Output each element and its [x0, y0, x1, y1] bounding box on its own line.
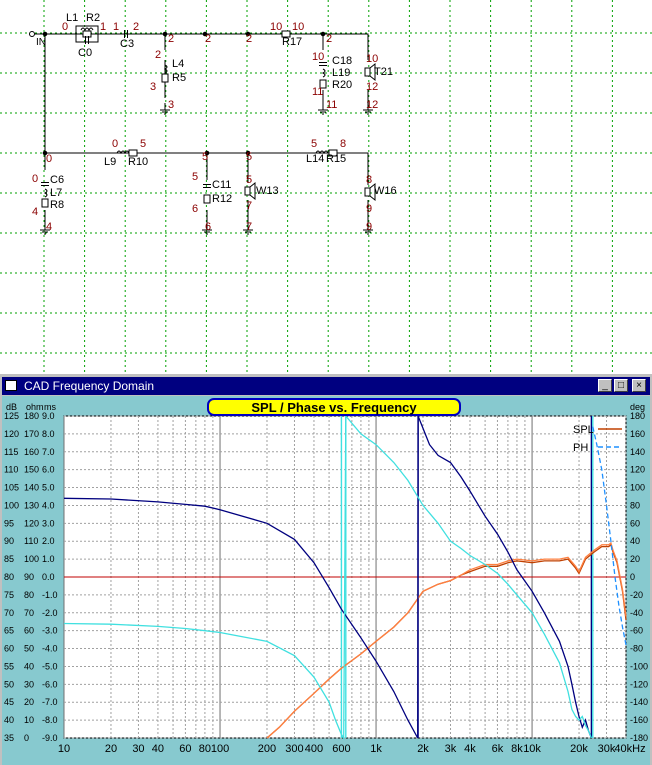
node-label: 2 — [246, 33, 253, 45]
r5-resistor — [162, 74, 168, 82]
component-label: L7 — [50, 187, 63, 199]
r8-resistor — [42, 199, 48, 207]
axis-header: ms — [44, 402, 56, 412]
node-label: 7 — [246, 200, 253, 212]
cad-frequency-window — [0, 374, 652, 765]
c6-capacitor — [41, 183, 49, 186]
db-tick-label: 105 — [4, 482, 20, 493]
schematic-canvas[interactable] — [0, 0, 652, 372]
ms-tick-label: 9.0 — [42, 411, 55, 421]
x-tick-label: 20 — [104, 743, 118, 755]
x-tick-label: 1k — [370, 743, 382, 755]
component-label: R12 — [212, 193, 233, 205]
deg-tick-label: 120 — [630, 464, 646, 475]
ms-tick-label: 4.0 — [42, 500, 55, 511]
node-label: 10 — [312, 51, 325, 63]
ohm-tick-label: 180 — [24, 411, 40, 421]
app-icon — [5, 380, 17, 391]
deg-tick-label: 0 — [630, 572, 636, 582]
node-label: 10 — [366, 53, 379, 65]
component-label: C0 — [78, 47, 93, 59]
axis-header: ohm — [26, 402, 44, 412]
component-label: R20 — [332, 79, 353, 91]
node-label: 2 — [168, 33, 175, 45]
ms-tick-label: 5.0 — [42, 482, 55, 493]
db-tick-label: 115 — [4, 446, 19, 457]
ohm-tick-label: 170 — [24, 428, 40, 439]
ms-tick-label: -9.0 — [42, 733, 58, 743]
axis-header: deg — [630, 402, 646, 412]
ms-tick-label: -7.0 — [42, 697, 58, 708]
node-label: 2 — [133, 21, 140, 33]
ms-tick-label: -2.0 — [42, 607, 58, 618]
ohm-tick-label: 150 — [24, 464, 40, 475]
component-label: L19 — [332, 67, 351, 79]
component-label: C3 — [120, 38, 135, 50]
node-label: 2 — [205, 33, 212, 45]
node-label: 0 — [46, 153, 53, 165]
deg-tick-label: -40 — [630, 607, 644, 618]
window-titlebar[interactable] — [2, 377, 650, 395]
l1-inductor — [81, 28, 93, 30]
node-label: 3 — [150, 81, 157, 93]
x-tick-label: 8k — [511, 743, 523, 755]
deg-tick-label: 60 — [630, 518, 641, 529]
x-tick-label: 200 — [257, 743, 277, 755]
schematic-grid — [0, 0, 652, 372]
deg-tick-label: 80 — [630, 500, 641, 511]
ohm-tick-label: 60 — [24, 625, 35, 636]
c11-capacitor — [203, 185, 211, 188]
db-tick-label: 50 — [4, 679, 15, 690]
deg-tick-label: -60 — [630, 625, 644, 636]
legend-label: SPL — [573, 424, 594, 436]
schematic-labels — [32, 12, 397, 233]
db-tick-label: 125 — [4, 411, 20, 421]
x-tick-label: 2k — [417, 743, 429, 755]
input-terminal — [30, 32, 35, 37]
ohm-tick-label: 140 — [24, 482, 40, 493]
l19-inductor — [323, 69, 325, 77]
ms-tick-label: 3.0 — [42, 518, 55, 529]
node-label: 5 — [140, 138, 147, 150]
deg-tick-label: -100 — [630, 661, 649, 672]
ohm-tick-label: 130 — [24, 500, 40, 511]
legend-label: PH — [573, 442, 589, 454]
ohm-tick-label: 30 — [24, 679, 35, 690]
ms-tick-label: -3.0 — [42, 625, 58, 636]
component-label: R17 — [282, 36, 303, 48]
maximize-button[interactable]: □ — [614, 379, 628, 392]
component-label: R5 — [172, 72, 187, 84]
db-tick-label: 45 — [4, 697, 15, 708]
deg-tick-label: -160 — [630, 715, 649, 726]
spl-phase-chart[interactable] — [2, 396, 650, 765]
r12-resistor — [204, 195, 210, 203]
component-label: W13 — [256, 185, 279, 197]
chart-title: SPL / Phase vs. Frequency — [207, 398, 461, 416]
ohm-tick-label: 20 — [24, 697, 35, 708]
x-tick-label: 40 — [151, 743, 165, 755]
ms-tick-label: 0.0 — [42, 572, 55, 582]
db-tick-label: 40 — [4, 715, 15, 726]
db-tick-label: 100 — [4, 500, 20, 511]
component-label: R10 — [128, 156, 149, 168]
node-label: 0 — [62, 21, 69, 33]
node-label: 5 — [246, 151, 253, 163]
db-tick-label: 90 — [4, 536, 15, 547]
db-tick-label: 60 — [4, 643, 15, 654]
node-label: 9 — [366, 221, 373, 233]
db-tick-label: 85 — [4, 554, 15, 565]
node-label: 1 — [113, 21, 120, 33]
db-tick-label: 35 — [4, 733, 15, 743]
node-label: 10 — [270, 21, 283, 33]
minimize-button[interactable]: _ — [598, 379, 612, 392]
db-tick-label: 120 — [4, 428, 20, 439]
x-tick-label: 4k — [464, 743, 476, 755]
db-tick-label: 80 — [4, 572, 15, 582]
x-tick-label: 10k — [523, 743, 541, 755]
ms-tick-label: 1.0 — [42, 554, 55, 565]
junction-dot — [321, 32, 325, 36]
node-label: 6 — [192, 203, 199, 215]
x-tick-label: 30k — [597, 743, 616, 755]
node-label: 0 — [112, 138, 119, 150]
deg-tick-label: -20 — [630, 589, 644, 600]
x-tick-label: 600 — [332, 743, 351, 755]
ohm-tick-label: 90 — [24, 572, 35, 582]
x-tick-label: 6k — [491, 743, 504, 755]
db-tick-label: 110 — [4, 464, 19, 475]
component-label: R8 — [50, 199, 65, 211]
component-label: R2 — [86, 12, 101, 24]
x-tick-label: 40kHz — [614, 743, 646, 755]
ohm-tick-label: 100 — [24, 554, 40, 565]
node-label: 5 — [202, 151, 209, 163]
component-label: C18 — [332, 55, 353, 67]
ohm-tick-label: 10 — [24, 715, 35, 726]
close-button[interactable]: × — [632, 379, 646, 392]
node-label: 3 — [168, 99, 175, 111]
deg-tick-label: 160 — [630, 428, 646, 439]
node-label: 2 — [326, 33, 333, 45]
input-label: IN — [36, 37, 46, 48]
ms-tick-label: 8.0 — [42, 428, 55, 439]
node-label: 5 — [246, 174, 253, 186]
ms-tick-label: 2.0 — [42, 536, 55, 547]
component-label: R15 — [326, 153, 347, 165]
node-label: 4 — [46, 221, 53, 233]
ms-tick-label: 7.0 — [42, 446, 55, 457]
db-tick-label: 65 — [4, 625, 15, 636]
node-label: 12 — [366, 81, 379, 93]
node-label: 7 — [246, 221, 253, 233]
axis-header: dB — [6, 402, 18, 412]
x-tick-label: 60 — [179, 743, 192, 755]
ohm-tick-label: 120 — [24, 518, 40, 529]
ohm-tick-label: 70 — [24, 607, 35, 618]
ohm-tick-label: 80 — [24, 589, 35, 600]
r2-resistor — [83, 31, 91, 37]
db-tick-label: 70 — [4, 607, 15, 618]
deg-tick-label: 100 — [630, 482, 646, 493]
component-label: L14 — [306, 153, 325, 165]
component-label: W16 — [374, 185, 397, 197]
deg-tick-label: 40 — [630, 536, 641, 547]
junction-dot — [163, 32, 167, 36]
db-tick-label: 75 — [4, 589, 15, 600]
component-label: L4 — [172, 58, 185, 70]
component-label: L1 — [66, 12, 79, 24]
node-label: 6 — [205, 221, 212, 233]
ohm-tick-label: 160 — [24, 446, 40, 457]
x-tick-label: 30 — [132, 743, 145, 755]
node-label: 10 — [292, 21, 305, 33]
node-label: 12 — [366, 99, 379, 111]
x-tick-label: 300 — [285, 743, 304, 755]
deg-tick-label: -80 — [630, 643, 644, 654]
x-tick-label: 20k — [570, 743, 588, 755]
node-label: 9 — [366, 203, 373, 215]
chart-area — [2, 396, 650, 765]
db-tick-label: 55 — [4, 661, 15, 672]
ohm-tick-label: 110 — [24, 536, 39, 547]
window-title: CAD Frequency Domain — [24, 379, 155, 393]
x-tick-label: 100 — [210, 743, 230, 755]
node-label: 5 — [192, 171, 199, 183]
ms-tick-label: -4.0 — [42, 643, 58, 654]
db-tick-label: 95 — [4, 518, 15, 529]
x-tick-label: 3k — [444, 743, 457, 755]
node-label: 11 — [326, 99, 338, 111]
node-label: 0 — [32, 173, 39, 185]
ms-tick-label: 6.0 — [42, 464, 55, 475]
x-tick-label: 10 — [57, 743, 71, 755]
node-label: 8 — [340, 138, 347, 150]
deg-tick-label: -120 — [630, 679, 649, 690]
ohm-tick-label: 50 — [24, 643, 35, 654]
node-label: 2 — [155, 49, 162, 61]
ohm-tick-label: 40 — [24, 661, 35, 672]
x-tick-label: 80 — [198, 743, 212, 755]
node-label: 5 — [311, 138, 318, 150]
ms-tick-label: -5.0 — [42, 661, 58, 672]
deg-tick-label: -140 — [630, 697, 649, 708]
component-label: C6 — [50, 174, 65, 186]
deg-tick-label: 140 — [630, 446, 646, 457]
node-label: 11 — [312, 86, 324, 98]
deg-tick-label: 180 — [630, 411, 646, 421]
node-label: 8 — [366, 174, 373, 186]
component-label: L9 — [104, 156, 117, 168]
ohm-tick-label: 0 — [24, 733, 30, 743]
node-label: 1 — [100, 21, 107, 33]
deg-tick-label: 20 — [630, 554, 641, 565]
ms-tick-label: -6.0 — [42, 679, 58, 690]
junction-dot — [43, 32, 47, 36]
component-label: T21 — [374, 66, 393, 78]
ms-tick-label: -8.0 — [42, 715, 58, 726]
deg-tick-label: -180 — [630, 733, 649, 743]
x-tick-label: 400 — [304, 743, 324, 755]
ms-tick-label: -1.0 — [42, 589, 58, 600]
node-label: 4 — [32, 206, 39, 218]
component-label: C11 — [212, 179, 232, 191]
